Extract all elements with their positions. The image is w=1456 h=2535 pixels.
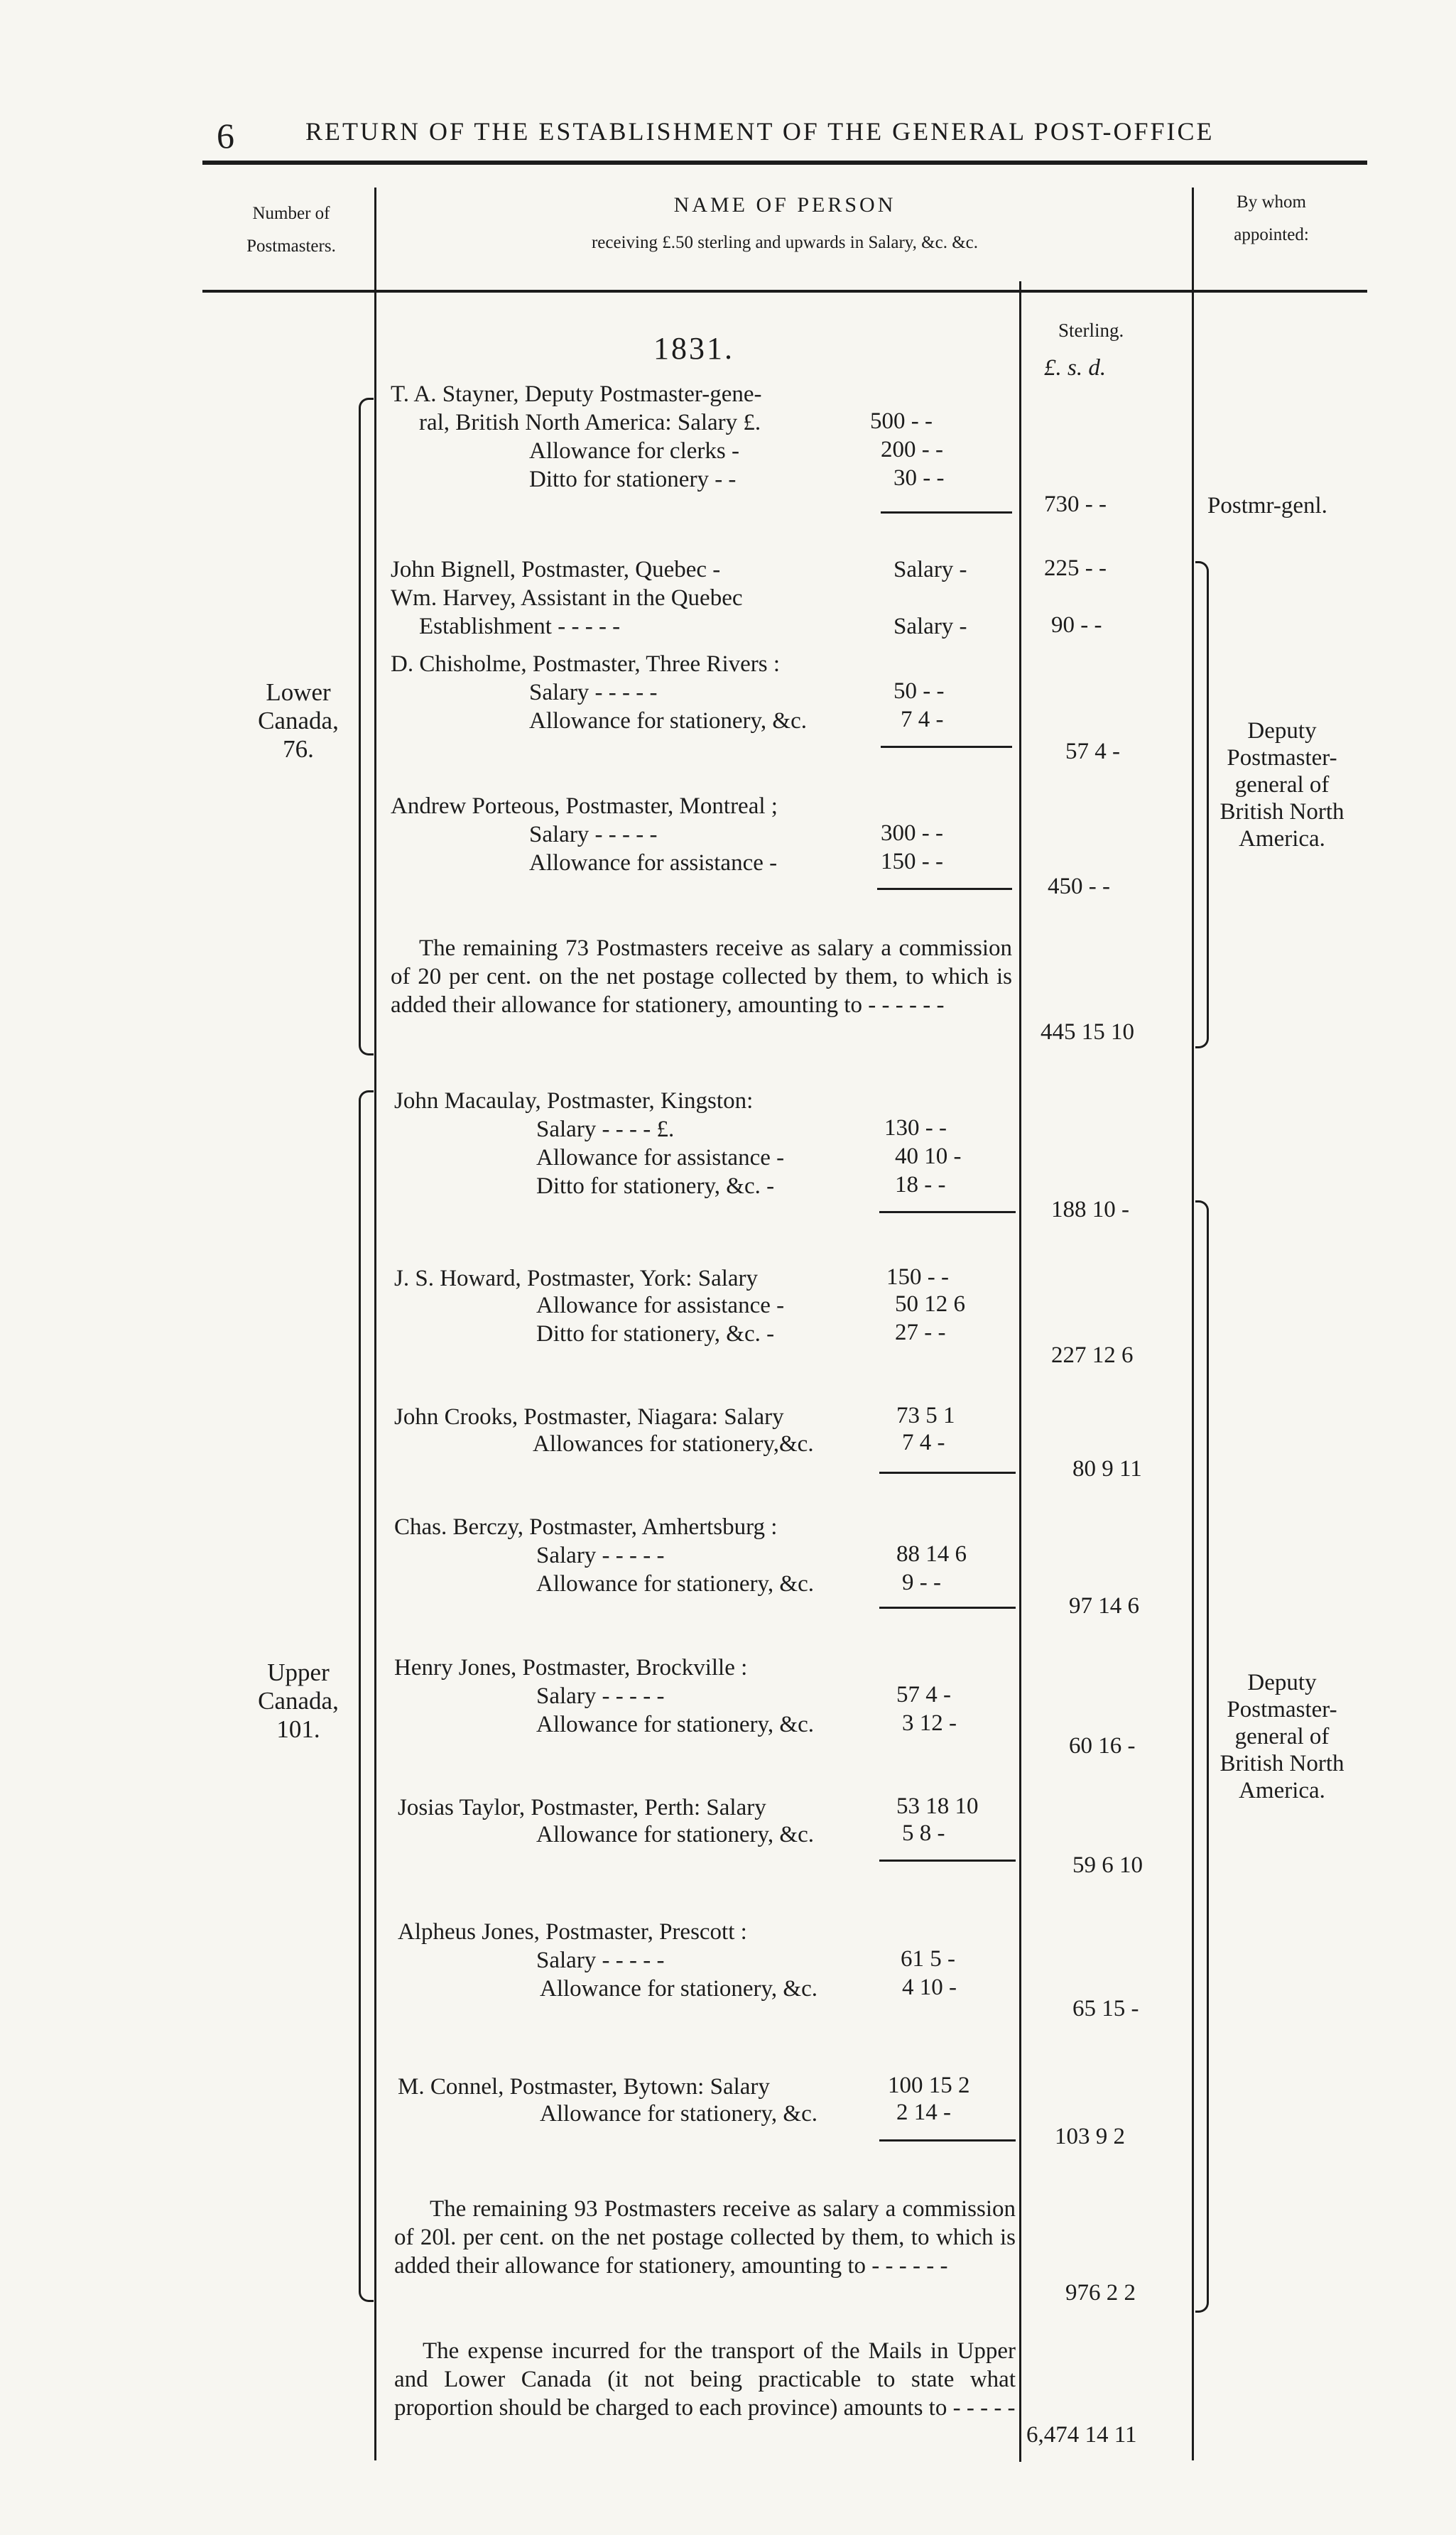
jones-h-stat-label: Allowance for stationery, &c.	[536, 1712, 814, 1737]
col-head-by-whom: By whom appointed:	[1234, 192, 1309, 244]
howard-assist: 50 12 6	[895, 1291, 965, 1317]
col-head-name: NAME OF PERSON	[673, 193, 896, 217]
crooks-stat: 7 4 -	[902, 1430, 945, 1455]
porteous-assist: 150 - -	[881, 849, 943, 874]
macaulay-total: 188 10 -	[1051, 1197, 1129, 1222]
jones-a-line1: Alpheus Jones, Postmaster, Prescott :	[398, 1919, 747, 1945]
col-head-name-sub: receiving £.50 sterling and upwards in Salary, &c. &c.	[591, 233, 979, 252]
macaulay-stat-label: Ditto for stationery, &c. -	[536, 1173, 775, 1199]
berczy-line1: Chas. Berczy, Postmaster, Amhertsburg :	[394, 1514, 778, 1540]
jones-a-total: 65 15 -	[1072, 1996, 1139, 2021]
jones-a-salary-label: Salary - - - - -	[536, 1948, 665, 1973]
stayner-stat: 30 - -	[893, 465, 945, 491]
porteous-total: 450 - -	[1048, 874, 1110, 899]
jones-h-stat: 3 12 -	[902, 1710, 957, 1736]
porteous-salary-label: Salary - - - - -	[529, 822, 658, 847]
chisholme-salary-label: Salary - - - - -	[529, 680, 658, 705]
connel-line1: M. Connel, Postmaster, Bytown: Salary	[398, 2074, 770, 2100]
macaulay-assist-label: Allowance for assistance -	[536, 1145, 785, 1171]
lsd-head: £. s. d.	[1044, 355, 1107, 381]
crooks-total: 80 9 11	[1072, 1456, 1142, 1482]
chisholme-salary: 50 - -	[893, 678, 945, 704]
harvey-total: 90 - -	[1051, 612, 1102, 638]
stayner-line2: ral, British North America: Salary £.	[419, 410, 761, 435]
howard-line1: J. S. Howard, Postmaster, York: Salary	[394, 1266, 759, 1291]
taylor-salary: 53 18 10	[896, 1793, 979, 1819]
connel-stat-label: Allowance for stationery, &c.	[540, 2101, 817, 2127]
chisholme-total: 57 4 -	[1065, 739, 1120, 764]
howard-salary: 150 - -	[886, 1264, 949, 1290]
col-divider-right	[1192, 188, 1194, 2460]
crooks-line1: John Crooks, Postmaster, Niagara: Salary	[394, 1404, 784, 1430]
porteous-salary: 300 - -	[881, 820, 943, 846]
jones-h-salary: 57 4 -	[896, 1682, 951, 1708]
transport-total: 6,474 14 11	[1026, 2422, 1137, 2448]
berczy-total: 97 14 6	[1069, 1593, 1139, 1619]
jones-a-stat: 4 10 -	[902, 1975, 957, 2000]
berczy-salary: 88 14 6	[896, 1541, 967, 1567]
stayner-subtotal-rule	[881, 511, 1012, 514]
macaulay-salary: 130 - -	[884, 1115, 947, 1141]
bignell-salary-label: Salary -	[893, 557, 967, 582]
macaulay-salary-label: Salary - - - - £.	[536, 1117, 675, 1142]
connel-subtotal-rule	[879, 2139, 1016, 2142]
jones-h-salary-label: Salary - - - - -	[536, 1683, 665, 1709]
taylor-total: 59 6 10	[1072, 1852, 1143, 1878]
macaulay-subtotal-rule	[879, 1211, 1016, 1213]
crooks-subtotal-rule	[879, 1472, 1016, 1474]
col-divider-left	[374, 188, 376, 2460]
upper-canada-label: Upper Canada, 101.	[258, 1659, 339, 1743]
stayner-stat-label: Ditto for stationery - -	[529, 467, 737, 492]
howard-stat: 27 - -	[895, 1320, 946, 1345]
bignell-total: 225 - -	[1044, 555, 1107, 581]
lower-canada-brace	[359, 398, 374, 1055]
stayner-salary: 500 - -	[870, 408, 933, 434]
porteous-assist-label: Allowance for assistance -	[529, 850, 778, 876]
year-heading: 1831.	[653, 331, 734, 366]
upper-canada-brace	[359, 1090, 374, 2302]
porteous-subtotal-rule	[877, 888, 1012, 890]
upper-remaining-total: 976 2 2	[1065, 2280, 1136, 2306]
berczy-stat: 9 - -	[902, 1570, 941, 1595]
macaulay-assist: 40 10 -	[895, 1144, 962, 1169]
howard-total: 227 12 6	[1051, 1342, 1134, 1368]
stayner-clerks-label: Allowance for clerks -	[529, 438, 739, 464]
macaulay-line1: John Macaulay, Postmaster, Kingston:	[394, 1088, 754, 1114]
page-number: 6	[217, 116, 234, 156]
jones-a-salary: 61 5 -	[901, 1946, 955, 1972]
berczy-salary-label: Salary - - - - -	[536, 1543, 665, 1568]
chisholme-stat-label: Allowance for stationery, &c.	[529, 708, 807, 734]
macaulay-stat: 18 - -	[895, 1172, 946, 1198]
lower-canada-label: Lower Canada, 76.	[258, 678, 339, 763]
jones-a-stat-label: Allowance for stationery, &c.	[540, 1976, 817, 2002]
stayner-total: 730 - -	[1044, 492, 1107, 517]
lower-remaining-total: 445 15 10	[1041, 1019, 1134, 1045]
howard-stat-label: Ditto for stationery, &c. -	[536, 1321, 775, 1347]
col-head-number: Number of Postmasters.	[246, 204, 336, 256]
berczy-stat-label: Allowance for stationery, &c.	[536, 1571, 814, 1597]
bignell-text: John Bignell, Postmaster, Quebec -	[391, 557, 721, 582]
col-divider-sterling	[1019, 281, 1021, 2462]
chisholme-stat: 7 4 -	[901, 707, 944, 732]
taylor-subtotal-rule	[879, 1860, 1016, 1862]
header-rule	[202, 161, 1367, 165]
connel-stat: 2 14 -	[896, 2100, 951, 2125]
stayner-appointed: Postmr-genl.	[1207, 493, 1327, 519]
taylor-stat-label: Allowance for stationery, &c.	[536, 1822, 814, 1847]
taylor-stat: 5 8 -	[902, 1820, 945, 1846]
porteous-line1: Andrew Porteous, Postmaster, Montreal ;	[391, 793, 778, 819]
jones-h-line1: Henry Jones, Postmaster, Brockville :	[394, 1655, 748, 1681]
lower-remaining-text: The remaining 73 Postmasters receive as salary a commission of 20 per cent. on the net postage collected by them, to which is added their allowance for stationery, amounting to - - - - - -	[391, 935, 1012, 1018]
crooks-salary: 73 5 1	[896, 1403, 955, 1428]
stayner-clerks: 200 - -	[881, 437, 943, 462]
harvey-line1: Wm. Harvey, Assistant in the Quebec	[391, 585, 743, 611]
transport-text: The expense incurred for the transport of the Mails in Upper and Lower Canada (it not being practicable to state what proportion should be charged to each province) amounts to - - - - -	[394, 2338, 1016, 2421]
jones-h-total: 60 16 -	[1069, 1733, 1136, 1759]
connel-salary: 100 15 2	[888, 2073, 970, 2098]
connel-total: 103 9 2	[1055, 2124, 1125, 2149]
chisholme-subtotal-rule	[881, 746, 1012, 748]
upper-remaining-text: The remaining 93 Postmasters receive as salary a commission of 20l. per cent. on the net postage collected by them, to which is added their allowance for stationery, amounting to - - - - - -	[394, 2196, 1016, 2279]
stayner-line1: T. A. Stayner, Deputy Postmaster-gene-	[391, 381, 762, 407]
berczy-subtotal-rule	[879, 1607, 1016, 1609]
howard-assist-label: Allowance for assistance -	[536, 1293, 785, 1318]
harvey-salary-label: Salary -	[893, 614, 967, 639]
chisholme-line1: D. Chisholme, Postmaster, Three Rivers :	[391, 651, 781, 677]
sterling-head: Sterling.	[1058, 320, 1124, 341]
harvey-line2: Establishment - - - - -	[419, 614, 621, 639]
crooks-stat-label: Allowances for stationery,&c.	[533, 1431, 814, 1457]
lower-appointed: Deputy Postmaster-general of British North America.	[1219, 718, 1344, 852]
running-title: RETURN OF THE ESTABLISHMENT OF THE GENERAL POST-OFFICE	[305, 117, 1215, 146]
taylor-line1: Josias Taylor, Postmaster, Perth: Salary	[398, 1795, 766, 1820]
upper-appointed: Deputy Postmaster-general of British North America.	[1219, 1670, 1344, 1803]
